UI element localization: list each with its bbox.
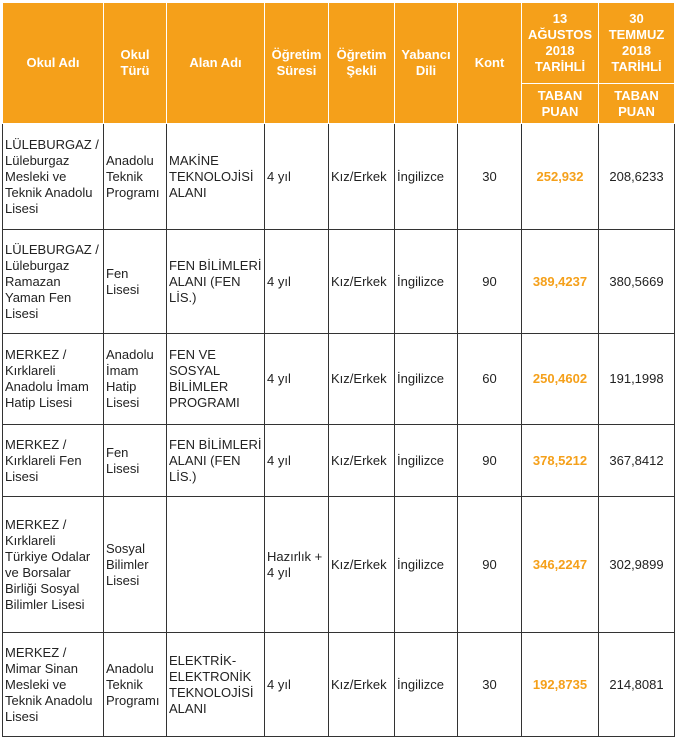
header-okul-turu: Okul Türü [104, 3, 167, 124]
table-row [3, 497, 675, 633]
cell-okul-turu: Fen Lisesi [104, 425, 167, 497]
cell-ogretim-suresi: 4 yıl [265, 425, 329, 497]
table-row [3, 633, 675, 737]
cell-alan-adi: FEN BİLİMLERİ ALANI (FEN LİS.) [167, 425, 265, 497]
cell-okul-turu: Anadolu İmam Hatip Lisesi [104, 334, 167, 425]
cell-alan-adi: FEN BİLİMLERİ ALANI (FEN LİS.) [167, 230, 265, 334]
cell-okul-adi: MERKEZ / Kırklareli Türkiye Odalar ve Borsalar Birliği Sosyal Bilimler Lisesi [3, 497, 104, 633]
table-header [3, 3, 675, 124]
cell-taban-july: 380,5669 [599, 230, 675, 334]
cell-alan-adi: MAKİNE TEKNOLOJİSİ ALANI [167, 124, 265, 230]
table-row [3, 425, 675, 497]
score-table [2, 2, 675, 737]
cell-kont: 30 [458, 633, 522, 737]
cell-taban-july: 214,8081 [599, 633, 675, 737]
cell-kont: 60 [458, 334, 522, 425]
table-row [3, 334, 675, 425]
cell-alan-adi: FEN VE SOSYAL BİLİMLER PROGRAMI [167, 334, 265, 425]
header-yabanci-dili: Yabancı Dili [395, 3, 458, 124]
cell-kont: 30 [458, 124, 522, 230]
cell-alan-adi: ELEKTRİK-ELEKTRONİK TEKNOLOJİSİ ALANI [167, 633, 265, 737]
cell-yabanci-dili: İngilizce [395, 633, 458, 737]
cell-okul-turu: Fen Lisesi [104, 230, 167, 334]
cell-yabanci-dili: İngilizce [395, 230, 458, 334]
cell-taban-july: 191,1998 [599, 334, 675, 425]
header-ogretim-sekli: Öğretim Şekli [329, 3, 395, 124]
cell-ogretim-sekli: Kız/Erkek [329, 497, 395, 633]
cell-taban-august: 250,4602 [522, 334, 599, 425]
header-alan-adi: Alan Adı [167, 3, 265, 124]
cell-ogretim-sekli: Kız/Erkek [329, 633, 395, 737]
cell-okul-adi: MERKEZ / Mimar Sinan Mesleki ve Teknik Anadolu Lisesi [3, 633, 104, 737]
cell-taban-august: 389,4237 [522, 230, 599, 334]
cell-okul-turu: Anadolu Teknik Programı [104, 124, 167, 230]
cell-kont: 90 [458, 230, 522, 334]
cell-yabanci-dili: İngilizce [395, 334, 458, 425]
cell-ogretim-suresi: 4 yıl [265, 230, 329, 334]
cell-okul-turu: Anadolu Teknik Programı [104, 633, 167, 737]
header-kont: Kont [458, 3, 522, 124]
cell-okul-adi: MERKEZ / Kırklareli Fen Lisesi [3, 425, 104, 497]
cell-ogretim-sekli: Kız/Erkek [329, 124, 395, 230]
cell-yabanci-dili: İngilizce [395, 497, 458, 633]
cell-okul-adi: LÜLEBURGAZ / Lüleburgaz Ramazan Yaman Fen Lisesi [3, 230, 104, 334]
cell-taban-july: 367,8412 [599, 425, 675, 497]
cell-ogretim-sekli: Kız/Erkek [329, 334, 395, 425]
cell-okul-turu: Sosyal Bilimler Lisesi [104, 497, 167, 633]
header-date-august: 13 AĞUSTOS 2018 TARİHLİ [522, 3, 599, 84]
header-taban-puan-july: TABAN PUAN [599, 84, 675, 124]
cell-taban-august: 378,5212 [522, 425, 599, 497]
header-ogretim-suresi: Öğretim Süresi [265, 3, 329, 124]
table-row [3, 230, 675, 334]
header-date-july: 30 TEMMUZ 2018 TARİHLİ [599, 3, 675, 84]
cell-ogretim-suresi: 4 yıl [265, 334, 329, 425]
cell-alan-adi [167, 497, 265, 633]
cell-ogretim-suresi: Hazırlık + 4 yıl [265, 497, 329, 633]
header-okul-adi: Okul Adı [3, 3, 104, 124]
cell-ogretim-suresi: 4 yıl [265, 633, 329, 737]
cell-kont: 90 [458, 497, 522, 633]
cell-taban-august: 192,8735 [522, 633, 599, 737]
cell-taban-august: 346,2247 [522, 497, 599, 633]
cell-okul-adi: MERKEZ / Kırklareli Anadolu İmam Hatip Lisesi [3, 334, 104, 425]
cell-taban-july: 208,6233 [599, 124, 675, 230]
cell-ogretim-sekli: Kız/Erkek [329, 425, 395, 497]
header-taban-puan-august: TABAN PUAN [522, 84, 599, 124]
table-row [3, 124, 675, 230]
cell-ogretim-suresi: 4 yıl [265, 124, 329, 230]
cell-kont: 90 [458, 425, 522, 497]
cell-taban-august: 252,932 [522, 124, 599, 230]
cell-yabanci-dili: İngilizce [395, 425, 458, 497]
cell-yabanci-dili: İngilizce [395, 124, 458, 230]
cell-okul-adi: LÜLEBURGAZ / Lüleburgaz Mesleki ve Teknik Anadolu Lisesi [3, 124, 104, 230]
cell-ogretim-sekli: Kız/Erkek [329, 230, 395, 334]
cell-taban-july: 302,9899 [599, 497, 675, 633]
